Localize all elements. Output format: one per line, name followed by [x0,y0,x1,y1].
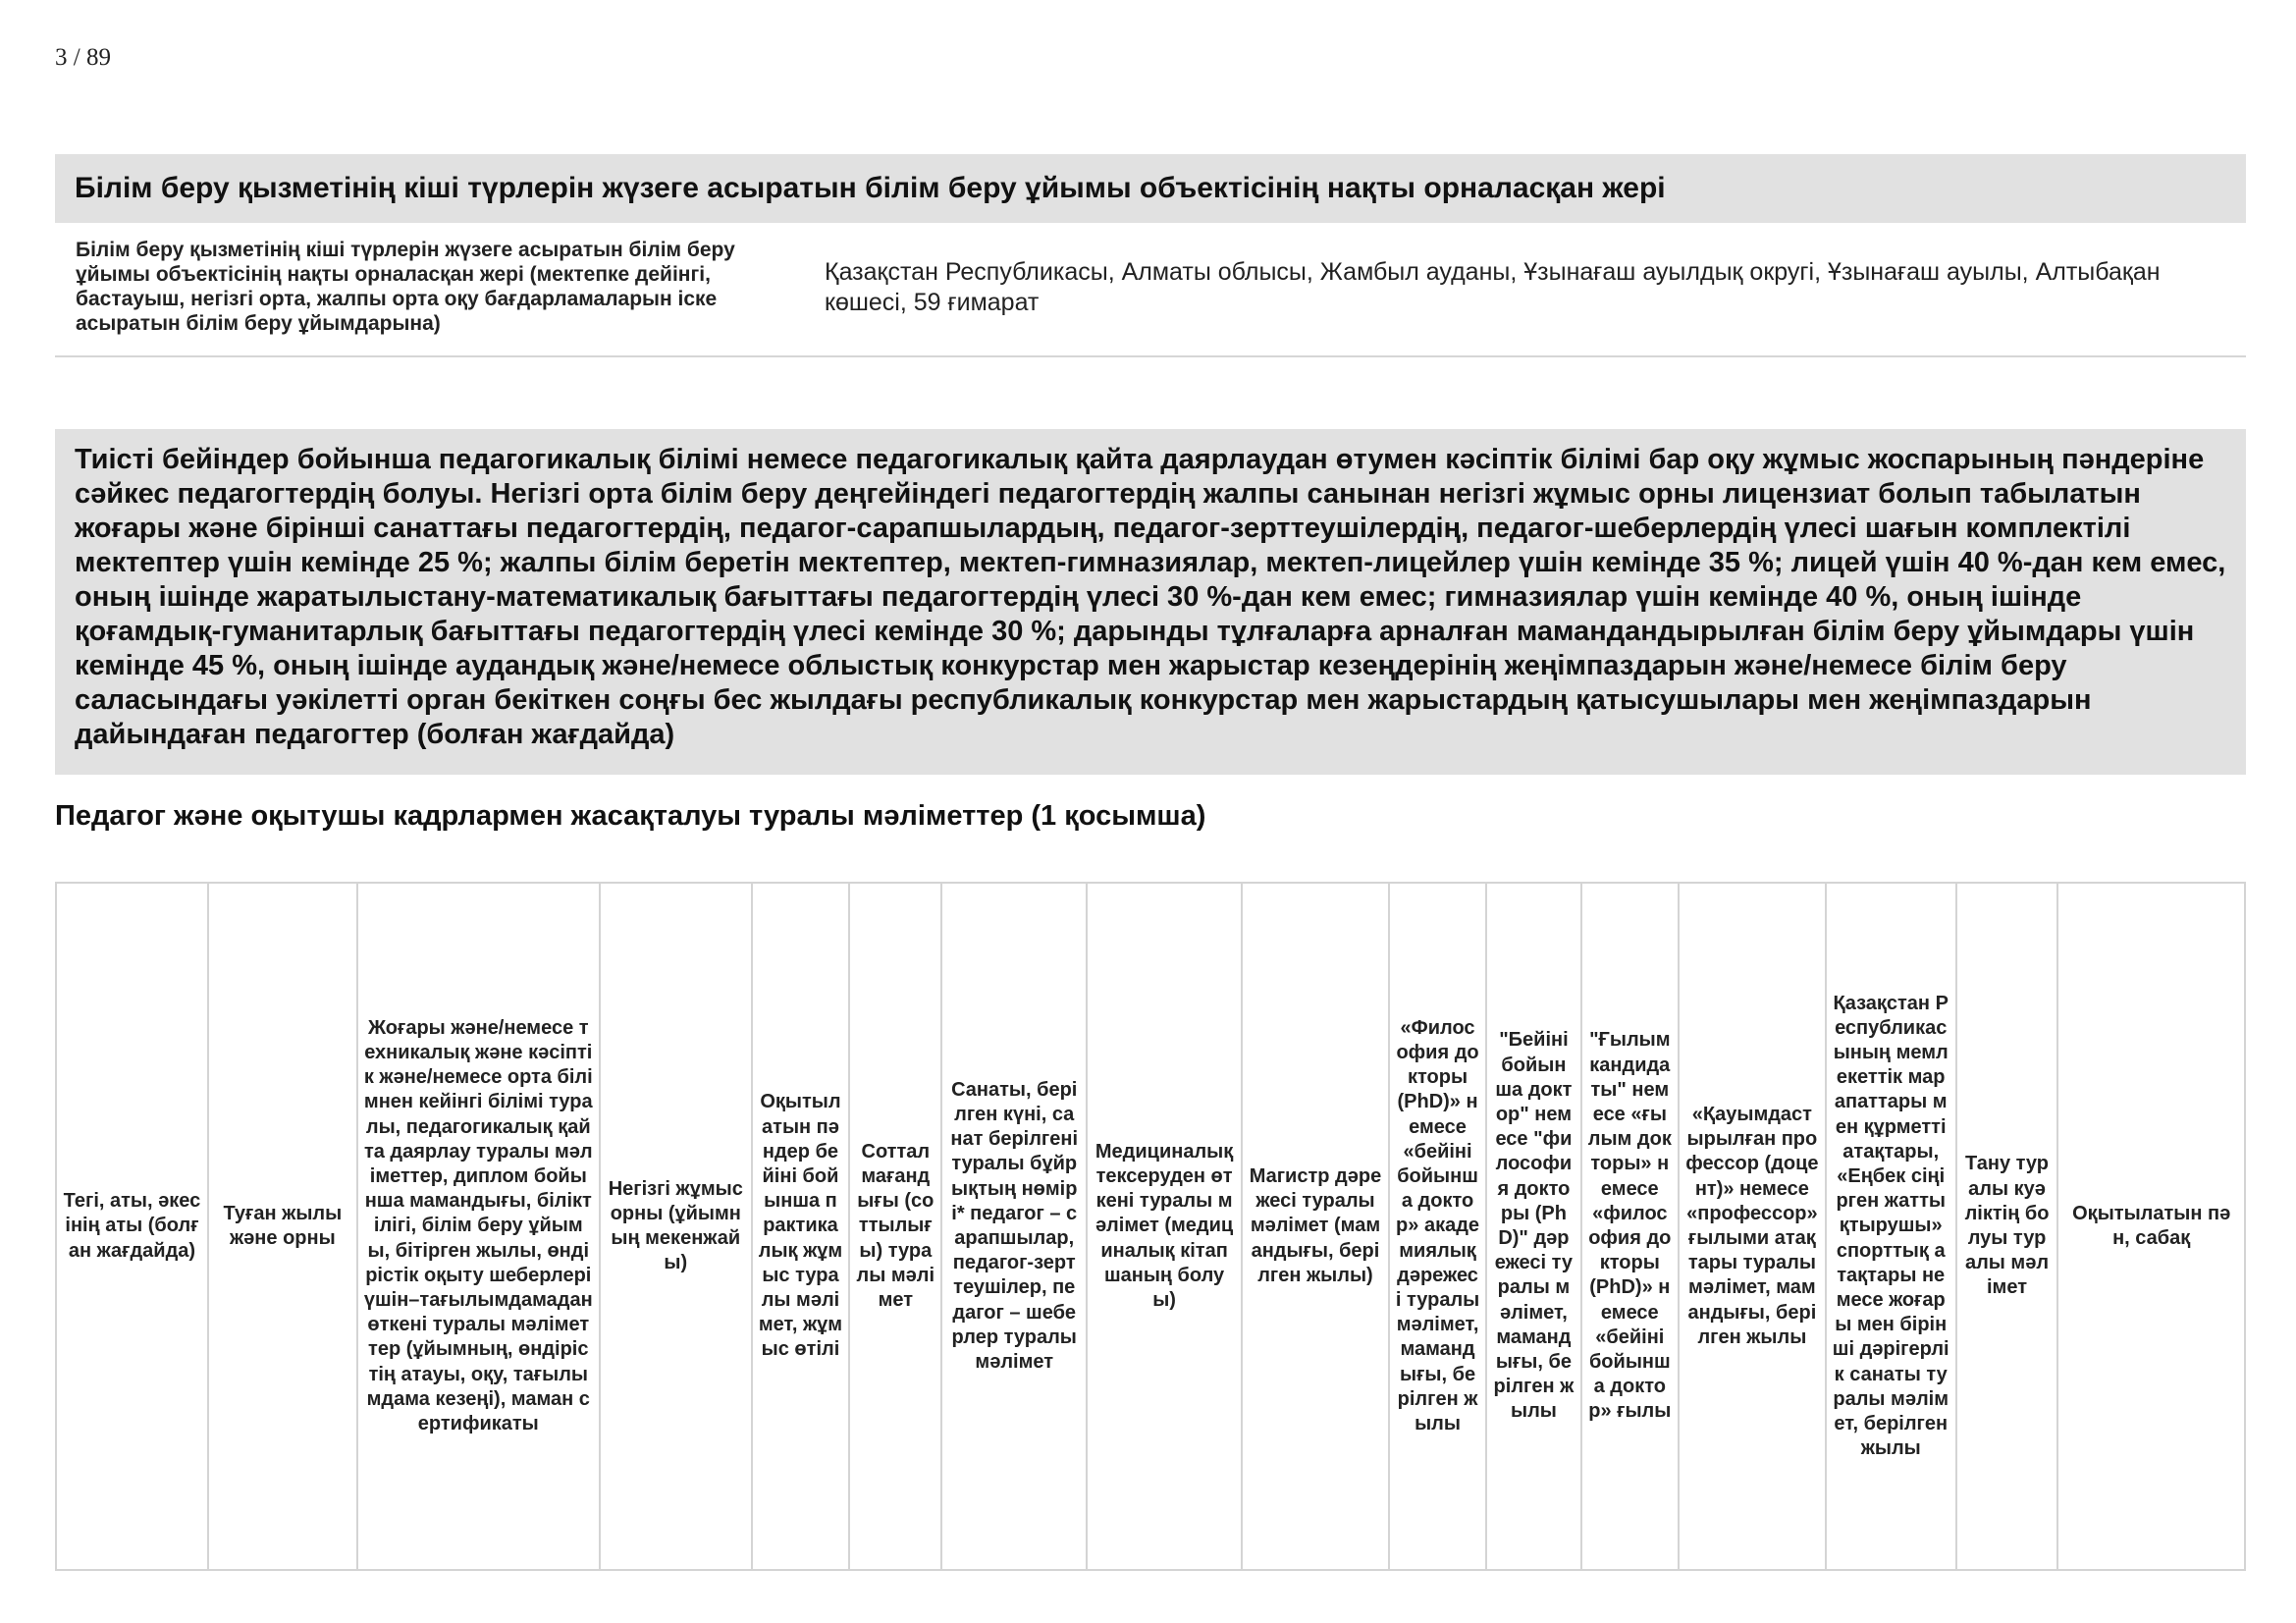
column-header-science-candidate: "Ғылым кандидаты" немесе «ғылым докторы» немесе «философия докторы (PhD)» немесе «бейіні бойынша доктор» ғылы [1581,883,1679,1570]
column-header-experience: Оқытылатын пәндер бейіні бойынша практикалық жұмыс туралы мәлімет, жұмыс өтілі [752,883,849,1570]
column-header-full-name: Тегі, аты, әкесінің аты (болған жағдайда) [56,883,208,1570]
column-header-category: Санаты, берілген күні, санат берілгені туралы бұйрықтың нөмірі* педагог – сарапшылар, педагог-зерттеушілер, педагог – шеберлер туралы мәлімет [941,883,1087,1570]
column-header-state-awards: Қазақстан Республикасының мемлекеттік марапаттары мен құрметті атақтары, «Еңбек сіңірген жаттықтырушы» спорттық атақтары немесе жоғары мен бірінші дәрігерлік санаты туралы мәлімет, берілген жылы [1826,883,1956,1570]
location-value: Қазақстан Республикасы, Алматы облысы, Жамбыл ауданы, Ұзынағаш ауылдық округі, Ұзынағаш ауылы, Алтыбақан көшесі, 59 ғимарат [825,258,2161,316]
page-number: 3 / 89 [55,44,111,71]
column-header-education: Жоғары және/немесе техникалық және кәсіптік және/немесе орта білімнен кейінгі білімі туралы, педагогикалық қайта даярлау туралы мәліметтер, диплом бойынша мамандығы, біліктілігі, білім беру ұйымы, бітірген жылы, өндірістік оқыту шеберлері үшін–тағылымдамадан өткені туралы мәліметтер (ұйымның, өндірістің атауы, оқу, тағылымдама кезеңі), маман сертификаты [357,883,600,1570]
page-bottom-margin [0,1571,2296,1623]
section-divider [55,355,2246,357]
section-title-location: Білім беру қызметінің кіші түрлерін жүзеге асыратын білім беру ұйымы объектісінің нақты орналасқан жері [55,154,2246,223]
column-header-birth: Туған жылы және орны [208,883,357,1570]
location-label: Білім беру қызметінің кіші түрлерін жүзеге асыратын білім беру ұйымы объектісінің нақты орналасқан жері (мектепке дейінгі, бастауыш, негізгі орта, жалпы орта оқу бағдарламаларын іске асыратын білім беру ұйымдарына) [76,239,735,335]
column-header-medical-check: Медициналық тексеруден өткені туралы мәлімет (медициналық кітапшаның болуы) [1087,883,1242,1570]
column-header-recognition-certificate: Тану туралы куәліктің болуы туралы мәлімет [1956,883,2058,1570]
table-header-row [56,883,2245,1570]
column-header-master-degree: Магистр дәрежесі туралы мәлімет (мамандығы, берілген жылы) [1242,883,1389,1570]
staff-table-heading: Педагог және оқытушы кадрлармен жасақталуы туралы мәліметтер (1 қосымша) [55,800,1206,832]
column-header-professor-title: «Қауымдастырылған профессор (доцент)» немесе «профессор» ғылыми атақтары туралы мәлімет, мамандығы, берілген жылы [1679,883,1826,1570]
section-title-staffing-requirements: Тиісті бейіндер бойынша педагогикалық білімі немесе педагогикалық қайта даярлаудан өтумен кәсіптік білімі бар оқу жұмыс жоспарының пәндеріне сәйкес педагогтердің болуы. Негізгі орта білім беру деңгейіндегі педагогтердің жалпы санынан негізгі жұмыс орны лицензиат болып табылатын жоғары және бірінші санаттағы педагогтердің, педагог-сарапшылардың, педагог-зерттеушілердің, педагог-шеберлердің үлесі шағын комплектілі мектептер үшін кемінде 25 %; жалпы білім беретін мектептер, мектеп-гимназиялар, мектеп-лицейлер үшін кемінде 35 %; лицей үшін 40 %-дан кем емес, оның ішінде жаратылыстану-математикалық бағыттағы педагогтердің үлесі 30 %-дан кем емес; гимназиялар үшін кемінде 40 %, оның ішінде қоғамдық-гуманитарлық бағыттағы педагогтердің үлесі кемінде 30 %; дарынды тұлғаларға арналған мамандандырылған білім беру ұйымдары үшін кемінде 45 %, оның ішінде аудандық және/немесе облыстық конкурстар мен жарыстар кезеңдерінің жеңімпаздарын және/немесе білім беру саласындағы уәкілетті орган бекіткен соңғы бес жылдағы республикалық конкурстар мен жарыстардың қатысушылары мен жеңімпаздарын дайындаған педагогтер (болған жағдайда) [55,429,2246,775]
column-header-profile-doctor: "Бейіні бойынша доктор" немесе "философия докторы (PhD)" дәрежесі туралы мәлімет, мамандығы, берілген жылы [1486,883,1580,1570]
column-header-subject: Оқытылатын пән, сабақ [2057,883,2245,1570]
column-header-workplace: Негізгі жұмыс орны (ұйымның мекенжайы) [600,883,752,1570]
column-header-phd-academic: «Философия докторы (PhD)» немесе «бейіні бойынша доктор» академиялық дәрежесі туралы мәлімет, мамандығы, берілген жылы [1389,883,1486,1570]
column-header-no-criminal-record: Сотталмағандығы (соттылығы) туралы мәлімет [849,883,941,1570]
staff-table [55,882,2246,1571]
